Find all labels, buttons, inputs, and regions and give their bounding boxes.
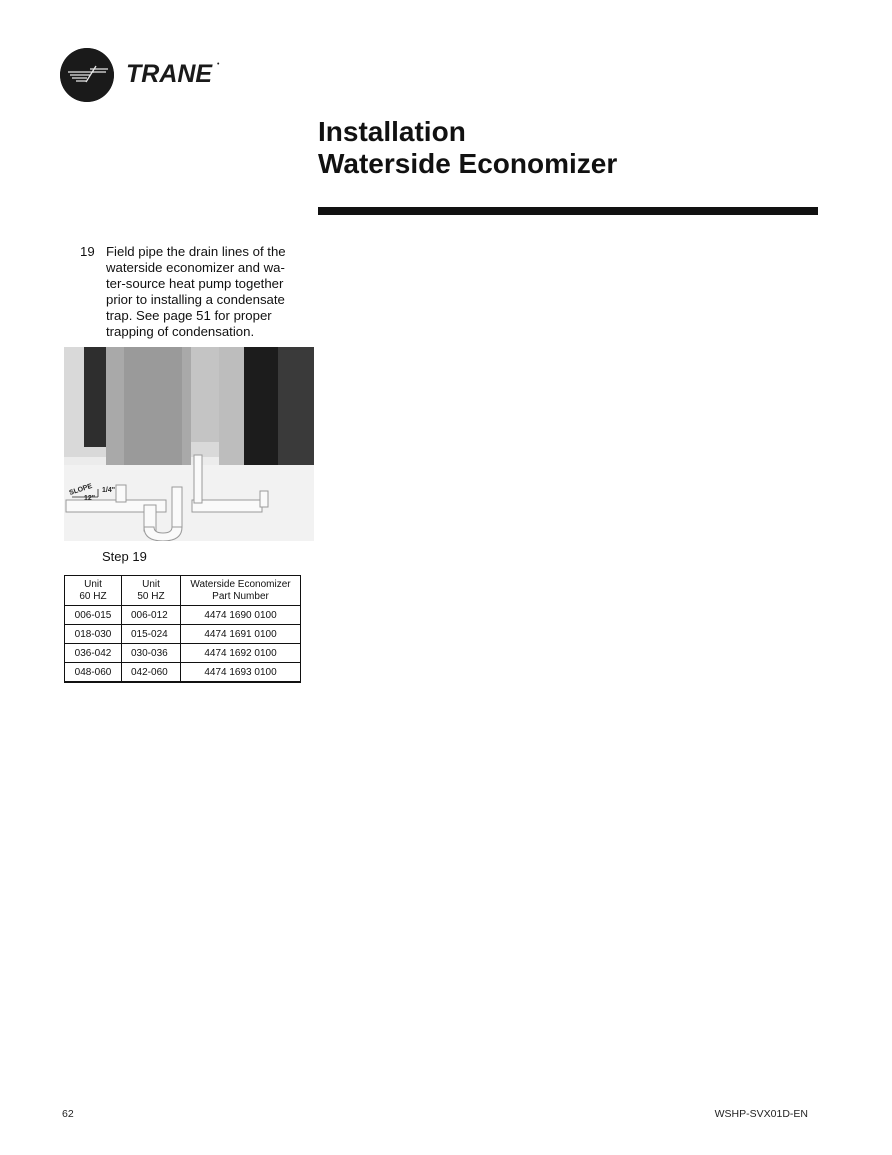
slope-run-label: 12" [84, 495, 96, 502]
cell-part-number: 4474 1693 0100 [181, 663, 301, 683]
cell-unit-60hz: 018-030 [65, 625, 122, 644]
cell-unit-60hz: 006-015 [65, 606, 122, 625]
cell-part-number: 4474 1691 0100 [181, 625, 301, 644]
page-number: 62 [62, 1108, 74, 1120]
cell-unit-50hz: 030-036 [122, 644, 181, 663]
cell-unit-50hz: 006-012 [122, 606, 181, 625]
header-part-number [181, 576, 301, 606]
step-text-line: waterside economizer and wa- [106, 260, 285, 275]
table-row [65, 625, 301, 644]
header-line: Part Number [212, 590, 269, 602]
table-row [65, 606, 301, 625]
header-unit-60hz [65, 576, 122, 606]
cell-unit-60hz: 048-060 [65, 663, 122, 683]
step-text-line: prior to installing a condensate [106, 292, 285, 307]
registered-mark: • [217, 61, 220, 68]
part-number-table [64, 575, 301, 683]
trane-logo-circle-icon [60, 48, 114, 102]
header-line: Unit [142, 578, 160, 590]
header-line: 60 HZ [79, 590, 107, 602]
figure-caption: Step 19 [102, 549, 147, 564]
title-divider [318, 207, 818, 215]
slope-rise-label: 1/4" [102, 487, 116, 494]
page-title-line2: Waterside Economizer [318, 148, 618, 179]
page-title-line1: Installation [318, 116, 466, 147]
step-text-line: trap. See page 51 for proper [106, 308, 272, 323]
table-row [65, 663, 301, 683]
header-unit-50hz [122, 576, 181, 606]
cell-part-number: 4474 1690 0100 [181, 606, 301, 625]
step-text-line: ter-source heat pump together [106, 276, 284, 291]
cell-unit-60hz: 036-042 [65, 644, 122, 663]
cell-unit-50hz: 042-060 [122, 663, 181, 683]
table-row [65, 644, 301, 663]
trane-wordmark: TRANE [126, 60, 213, 88]
header-line: Unit [84, 578, 102, 590]
table-header-row [65, 576, 301, 606]
cell-unit-50hz: 015-024 [122, 625, 181, 644]
trane-logo [60, 48, 230, 104]
drain-piping-photo [64, 347, 314, 541]
step-instruction [80, 244, 310, 340]
slope-label: SLOPE [68, 482, 94, 497]
step-text-line: trapping of condensation. [106, 324, 255, 339]
step-text [102, 244, 310, 340]
cell-part-number: 4474 1692 0100 [181, 644, 301, 663]
step-text-line: Field pipe the drain lines of the [106, 244, 286, 259]
header-line: Waterside Economizer [190, 578, 291, 590]
page-title [318, 116, 617, 180]
document-id: WSHP-SVX01D-EN [714, 1108, 808, 1120]
header-line: 50 HZ [137, 590, 165, 602]
step-number: 19 [80, 244, 95, 259]
